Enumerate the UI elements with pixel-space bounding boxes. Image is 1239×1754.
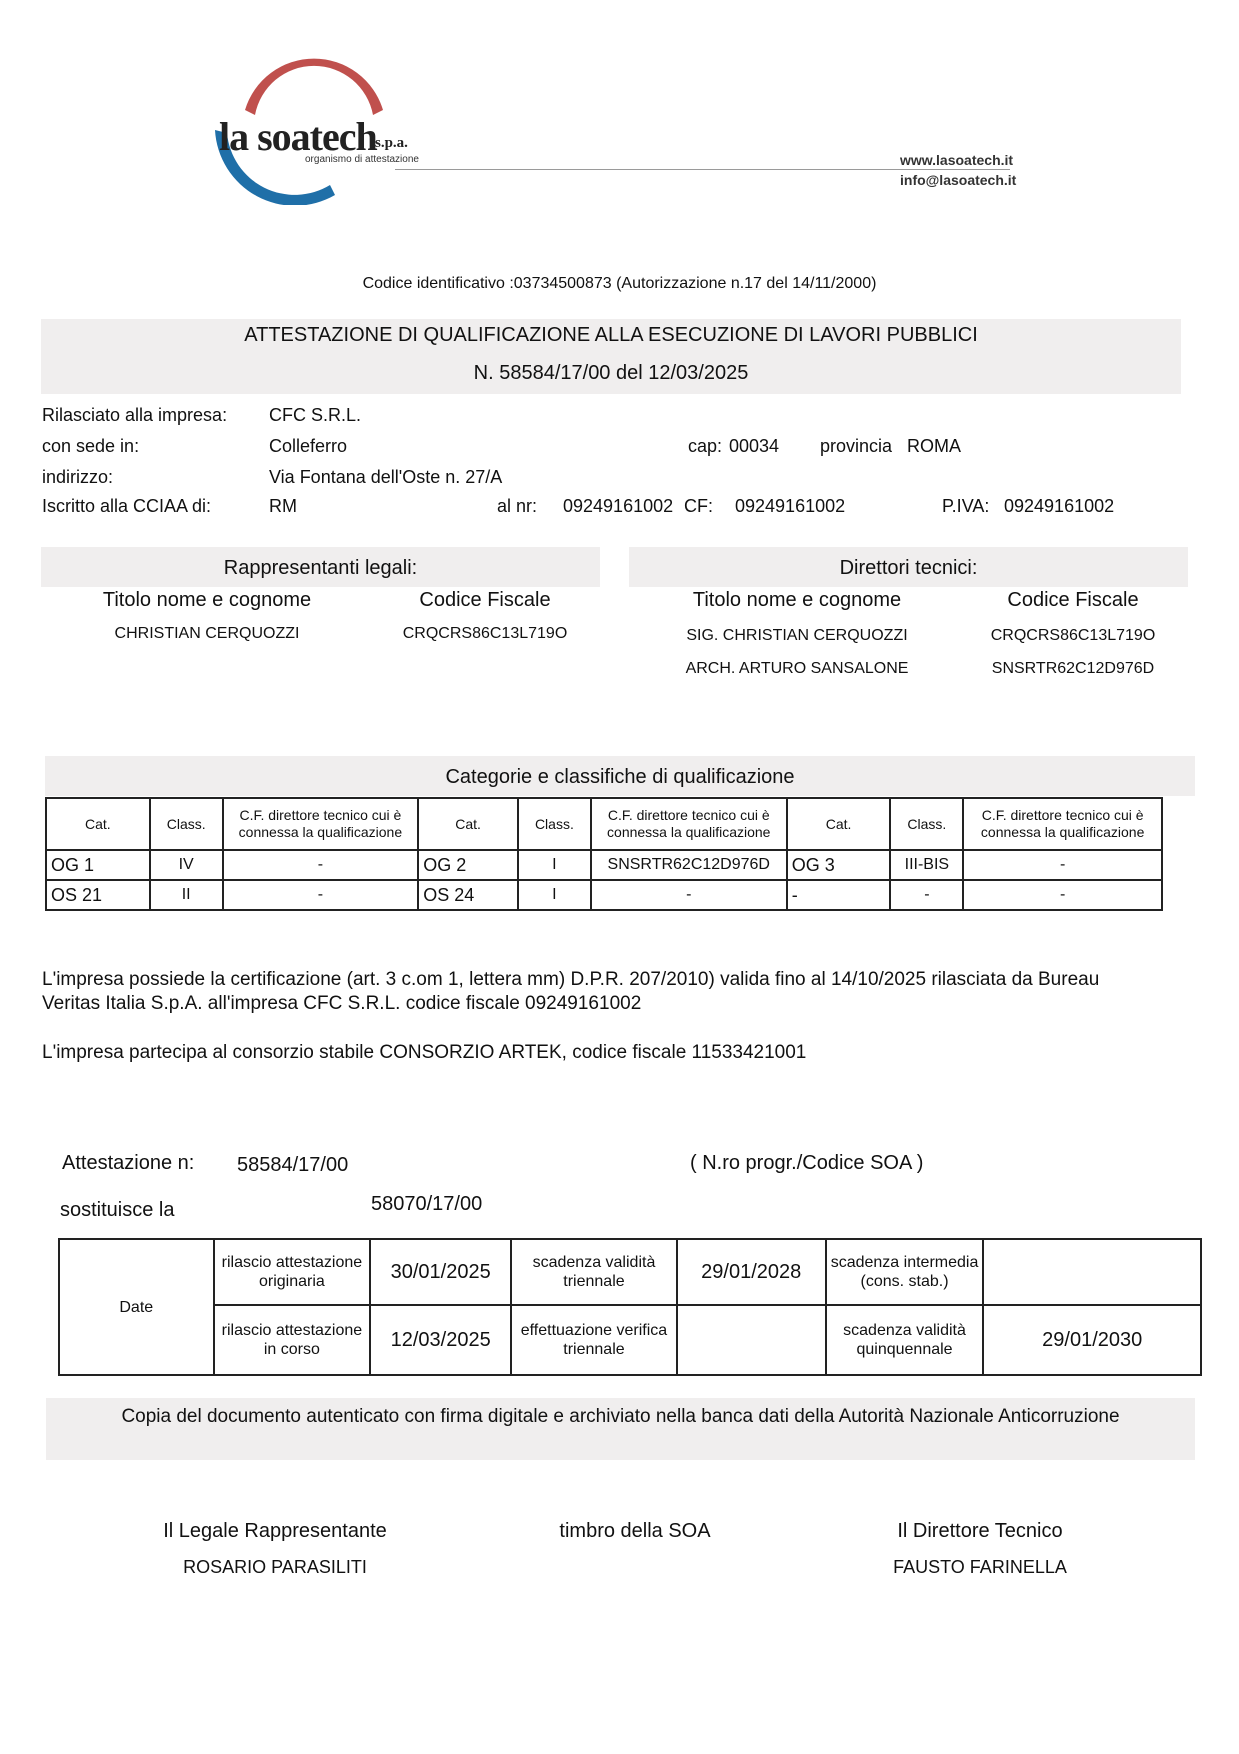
provincia-label: provincia [820,436,893,456]
class-cell: I [518,880,591,910]
cf-cell: - [223,880,419,910]
cf-label: CF: [684,496,713,516]
rilascio-originaria-value: 30/01/2025 [370,1239,511,1305]
document-number: N. 58584/17/00 del 12/03/2025 [473,362,749,384]
direttori-title: Direttori tecnici: [839,557,978,579]
cap-value: 00034 [729,436,780,456]
direttore-signature-name: FAUSTO FARINELLA [893,1557,1067,1577]
cf-cell: - [223,850,419,880]
indirizzo-label: indirizzo: [42,467,114,487]
impresa-label: Rilasciato alla impresa: [42,405,228,425]
logo-tagline: organismo di attestazione [305,154,419,165]
direttori-col-name: Titolo nome e cognome [692,589,902,611]
attestazione-note: ( N.ro progr./Codice SOA ) [690,1152,924,1174]
header-cf: C.F. direttore tecnico cui è connessa la qualificazione [963,798,1162,850]
cat-cell: - [787,880,891,910]
header-cf: C.F. direttore tecnico cui è connessa la qualificazione [591,798,787,850]
verifica-triennale-label: effettuazione verifica triennale [511,1305,677,1375]
categorie-title: Categorie e classifiche di qualificazione [445,766,795,788]
scadenza-intermedia-value [983,1239,1201,1305]
cciaa-label: Iscritto alla CCIAA di: [42,496,212,516]
rappresentante-name: CHRISTIAN CERQUOZZI [114,625,300,642]
header-cat: Cat. [418,798,518,850]
scadenza-triennale-label: scadenza validità triennale [511,1239,677,1305]
header-class: Class. [890,798,963,850]
email: info@lasoatech.it [900,172,1017,188]
cf-value: 09249161002 [735,496,846,516]
rilascio-corso-label: rilascio attestazione in corso [214,1305,371,1375]
header-rule [395,169,1010,170]
header-class: Class. [150,798,223,850]
sede-value: Colleferro [269,436,348,456]
rilascio-originaria-label: rilascio attestazione originaria [214,1239,371,1305]
scadenza-quinquennale-label: scadenza validità quinquennale [826,1305,984,1375]
dates-label: Date [59,1239,214,1375]
class-cell: - [890,880,963,910]
class-cell: III-BIS [890,850,963,880]
cf-cell: - [963,880,1162,910]
sede-label: con sede in: [42,436,140,456]
piva-value: 09249161002 [1004,496,1115,516]
indirizzo-value: Via Fontana dell'Oste n. 27/A [269,467,503,487]
certification-note: L'impresa possiede la certificazione (art. 3 c.om 1, lettera mm) D.P.R. 207/2010) valida fino al 14/10/2025 rilasciata da Bureau Veritas Italia S.p.A. all'impresa CFC S.R.L. codice fiscale 09249161002 [42,969,1100,1014]
direttori-col-cf: Codice Fiscale [1007,589,1139,611]
scadenza-intermedia-label: scadenza intermedia (cons. stab.) [826,1239,984,1305]
cat-cell: OS 24 [418,880,518,910]
sostituisce-label: sostituisce la [60,1199,175,1221]
class-cell: I [518,850,591,880]
logo [205,55,435,205]
legale-name: ROSARIO PARASILITI [183,1557,367,1577]
header-cat: Cat. [46,798,150,850]
header-cf: C.F. direttore tecnico cui è connessa la qualificazione [223,798,419,850]
impresa-value: CFC S.R.L. [269,405,362,425]
rappresentante-cf: CRQCRS86C13L719O [402,625,568,642]
cap-label: cap: [688,436,723,456]
cat-cell: OS 21 [46,880,150,910]
scadenza-triennale-value: 29/01/2028 [677,1239,826,1305]
table-row [46,850,1162,880]
direttore-name-2: ARCH. ARTURO SANSALONE [685,660,909,677]
website: www.lasoatech.it [900,152,1014,168]
attestazione-label: Attestazione n: [62,1152,195,1174]
rilascio-corso-value: 12/03/2025 [370,1305,511,1375]
header-class: Class. [518,798,591,850]
categorie-table [45,797,1163,911]
nr-value: 09249161002 [563,496,674,516]
logo-name: la soatech [219,114,377,159]
direttore-cf-2: SNSRTR62C12D976D [991,660,1155,677]
header-cat: Cat. [787,798,891,850]
class-cell: II [150,880,223,910]
direttore-name-1: SIG. CHRISTIAN CERQUOZZI [686,627,908,644]
attestazione-value: 58584/17/00 [237,1154,349,1176]
dates-row [59,1239,1201,1305]
provincia-value: ROMA [907,436,961,456]
codice-identificativo: Codice identificativo :03734500873 (Autorizzazione n.17 del 14/11/2000) [362,275,877,292]
rappresentanti-title: Rappresentanti legali: [223,557,418,579]
class-cell: IV [150,850,223,880]
cf-cell: - [591,880,787,910]
cat-cell: OG 2 [418,850,518,880]
dates-row [59,1305,1201,1375]
nr-label: al nr: [497,496,538,516]
cat-cell: OG 1 [46,850,150,880]
direttore-label: Il Direttore Tecnico [897,1520,1063,1542]
direttore-cf-1: CRQCRS86C13L719O [990,627,1156,644]
legale-label: Il Legale Rappresentante [163,1520,387,1542]
verifica-triennale-value [677,1305,826,1375]
rappresentanti-col-cf: Codice Fiscale [419,589,551,611]
cf-cell: SNSRTR62C12D976D [591,850,787,880]
cf-cell: - [963,850,1162,880]
logo-suffix: s.p.a. [375,135,408,151]
scadenza-quinquennale-value: 29/01/2030 [983,1305,1201,1375]
sostituisce-value: 58070/17/00 [371,1193,483,1215]
document-title: ATTESTAZIONE DI QUALIFICAZIONE ALLA ESECUZIONE DI LAVORI PUBBLICI [244,324,978,346]
copia-text: Copia del documento autenticato con firma digitale e archiviato nella banca dati della Autorità Nazionale Anticorruzione [121,1406,1120,1427]
table-row [46,880,1162,910]
consorzio-note: L'impresa partecipa al consorzio stabile CONSORZIO ARTEK, codice fiscale 11533421001 [42,1042,807,1063]
dates-table [58,1238,1202,1376]
piva-label: P.IVA: [942,496,990,516]
cciaa-value: RM [269,496,297,516]
categorie-header-row [46,798,1162,850]
rappresentanti-col-name: Titolo nome e cognome [102,589,312,611]
cat-cell: OG 3 [787,850,891,880]
timbro-label: timbro della SOA [559,1520,711,1542]
